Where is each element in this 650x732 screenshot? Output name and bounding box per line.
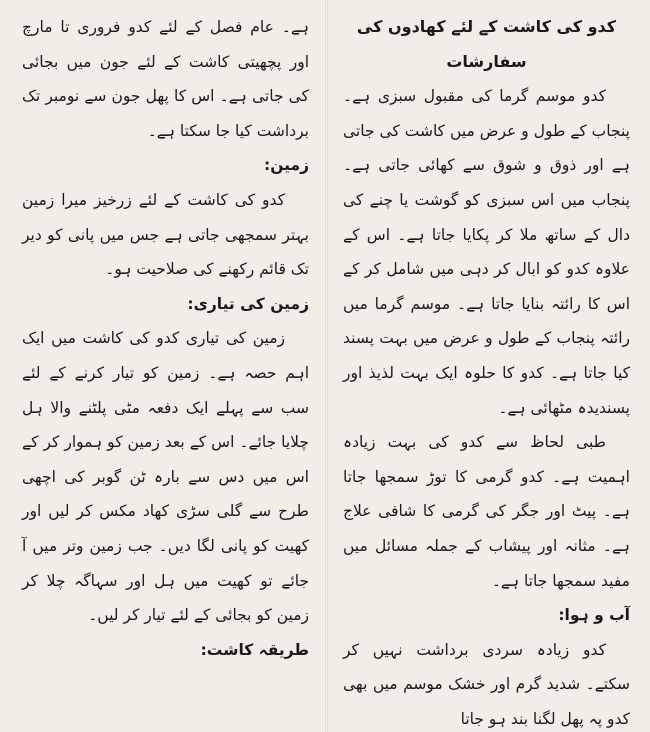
sowing-method-heading: طریقہ کاشت: bbox=[200, 640, 309, 659]
intro-paragraph: کدو موسم گرما کی مقبول سبزی ہے۔ پنجاب کے طول و عرض میں کاشت کی جاتی ہے اور ذوق و شوق سے کھائی جاتی ہے۔ پنجاب میں اس سبزی کو گوشت یا چنے کی دال کے ساتھ ملا کر پکایا جاتا ہے۔ اس کے علاوہ کدو کو ابال کر دہی میں شامل کر کے اس کا رائتہ بنایا جاتا ہے۔ موسم گرما میں رائتہ پنجاب کے طول و عرض میں بہت پسند کیا جاتا ہے۔ کدو کا حلوہ ایک بہت لذیذ اور پسندیدہ مٹھائی ہے۔ bbox=[343, 87, 630, 417]
right-column bbox=[325, 0, 650, 732]
land-preparation-paragraph: زمین کی تیاری کدو کی کاشت میں ایک اہم حصہ ہے۔ زمین کو تیار کرنے کے لئے سب سے پہلے ایک دفعہ مٹی پلٹنے والا ہل چلایا جائے۔ اس کے بعد زمین کو ہموار کر کے اس میں دس سے بارہ ٹن گوبر کی اچھی طرح سے گلی سڑی کھاد مکس کر لیں اور کھیت کو پانی لگا دیں۔ جب زمین وتر میں آ جائے تو کھیت میں ہل اور سہاگہ چلا کر زمین کو بجائی کے لئے تیار کر لیں۔ bbox=[22, 329, 309, 625]
sowing-time-paragraph: ہے۔ عام فصل کے لئے کدو فروری تا مارچ اور پچھیتی کاشت کے لئے جون میں بجائی کی جاتی ہے۔ اس کا پھل جون سے نومبر تک برداشت کیا جا سکتا ہے۔ bbox=[22, 18, 309, 140]
soil-paragraph: کدو کی کاشت کے لئے زرخیز میرا زمین بہتر سمجھی جاتی ہے جس میں پانی کو دیر تک قائم رکھنے کی صلاحیت ہو۔ bbox=[22, 190, 309, 279]
climate-paragraph: کدو زیادہ سردی برداشت نہیں کر سکتے۔ شدید گرم اور خشک موسم میں بھی کدو پہ پھل لگنا بند ہو جاتا bbox=[343, 640, 630, 728]
page-fold-divider bbox=[325, 0, 328, 732]
climate-heading: آب و ہوا: bbox=[558, 606, 630, 625]
document-title: کدو کی کاشت کے لئے کھادوں کی سفارشات bbox=[356, 17, 617, 71]
land-preparation-heading: زمین کی تیاری: bbox=[187, 294, 309, 313]
soil-heading: زمین: bbox=[264, 156, 309, 175]
medical-paragraph: طبی لحاظ سے کدو کی بہت زیادہ اہمیت ہے۔ کدو گرمی کا توڑ سمجھا جاتا ہے۔ پیٹ اور جگر کی گرمی کا شافی علاج ہے۔ مثانہ اور پیشاب کے جملہ مسائل میں مفید سمجھا جاتا ہے۔ bbox=[343, 433, 630, 590]
